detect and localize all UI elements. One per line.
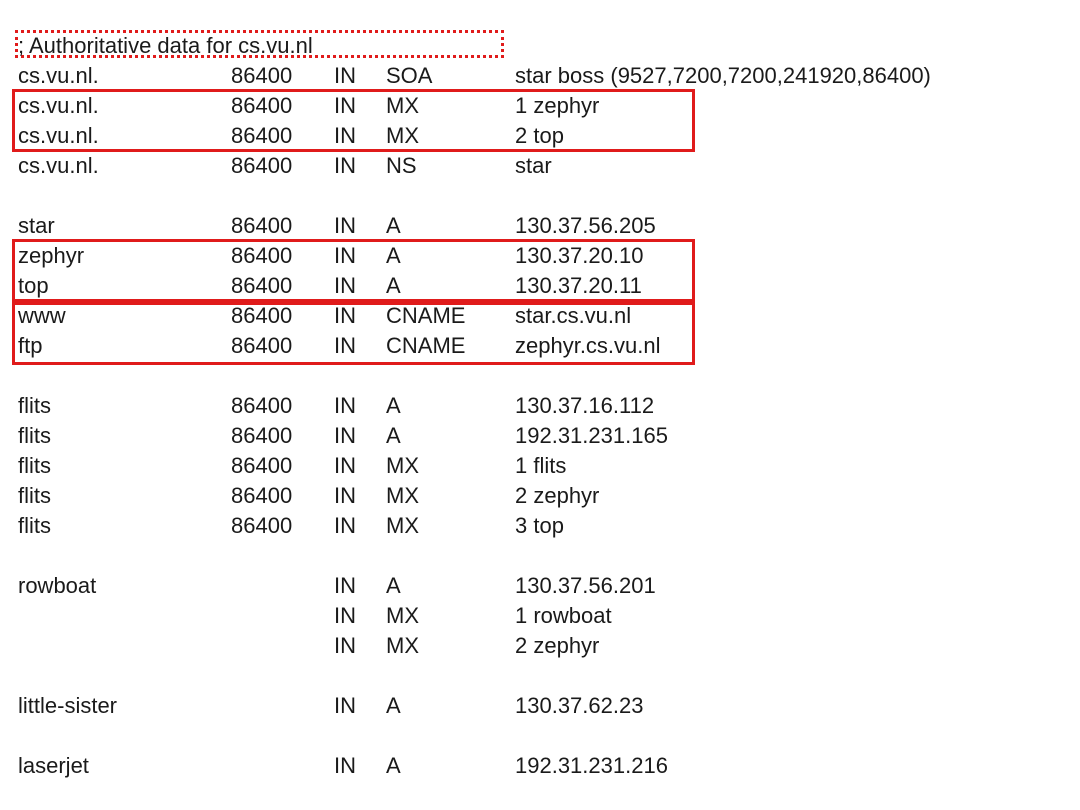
record-class: IN <box>334 573 356 598</box>
record-ttl: 86400 <box>231 393 293 418</box>
record-class: IN <box>334 93 356 118</box>
record-ttl: 86400 <box>231 123 293 148</box>
record-type: MX <box>386 123 419 148</box>
record-value: 130.37.20.11 <box>515 273 642 298</box>
record-value: 130.37.20.10 <box>515 243 644 268</box>
record-name: flits <box>18 453 51 478</box>
record-value: 130.37.16.112 <box>515 393 655 418</box>
record-class: IN <box>334 393 356 418</box>
record-class: IN <box>334 753 356 778</box>
record-type: A <box>386 243 401 268</box>
record-ttl: 86400 <box>231 483 293 508</box>
record-ttl: 86400 <box>231 273 293 298</box>
record-type: MX <box>386 633 419 658</box>
record-name: star <box>18 213 55 238</box>
record-type: CNAME <box>386 333 466 358</box>
record-ttl: 86400 <box>231 153 293 178</box>
record-ttl: 86400 <box>231 303 293 328</box>
record-ttl: 86400 <box>231 513 293 538</box>
record-name: top <box>18 273 49 298</box>
record-value: 3 top <box>515 513 564 538</box>
record-name: laserjet <box>18 753 89 778</box>
record-type: MX <box>386 93 419 118</box>
record-type: A <box>386 393 401 418</box>
record-name: cs.vu.nl. <box>18 63 99 88</box>
record-type: MX <box>386 603 419 628</box>
record-class: IN <box>334 333 356 358</box>
record-ttl: 86400 <box>231 333 293 358</box>
record-value: 2 top <box>515 123 564 148</box>
record-value: 1 rowboat <box>515 603 612 628</box>
record-class: IN <box>334 693 356 718</box>
record-value: 1 zephyr <box>515 93 600 118</box>
record-type: MX <box>386 483 419 508</box>
record-name: zephyr <box>18 243 85 268</box>
record-value: 192.31.231.216 <box>515 753 668 778</box>
record-name: cs.vu.nl. <box>18 93 99 118</box>
record-value: star <box>515 153 552 178</box>
record-value: 130.37.62.23 <box>515 693 644 718</box>
record-class: IN <box>334 213 356 238</box>
record-name: www <box>18 303 66 328</box>
record-class: IN <box>334 513 356 538</box>
record-value: 192.31.231.165 <box>515 423 668 448</box>
record-name: cs.vu.nl. <box>18 153 99 178</box>
record-class: IN <box>334 63 356 88</box>
record-value: 130.37.56.201 <box>515 573 656 598</box>
record-value: 1 flits <box>515 453 567 478</box>
record-value: 130.37.56.205 <box>515 213 656 238</box>
record-name: flits <box>18 483 51 508</box>
record-value: zephyr.cs.vu.nl <box>515 333 661 358</box>
record-type: A <box>386 213 401 238</box>
record-type: A <box>386 693 401 718</box>
record-name: cs.vu.nl. <box>18 123 99 148</box>
record-class: IN <box>334 273 356 298</box>
record-class: IN <box>334 303 356 328</box>
record-type: A <box>386 573 401 598</box>
record-ttl: 86400 <box>231 243 293 268</box>
record-ttl: 86400 <box>231 453 293 478</box>
record-ttl: 86400 <box>231 63 293 88</box>
record-type: A <box>386 273 401 298</box>
record-class: IN <box>334 453 356 478</box>
record-name: ftp <box>18 333 43 358</box>
zone-comment: ; Authoritative data for cs.vu.nl <box>18 33 313 58</box>
record-class: IN <box>334 423 356 448</box>
record-value: star boss (9527,7200,7200,241920,86400) <box>515 63 931 88</box>
record-name: rowboat <box>18 573 97 598</box>
record-type: SOA <box>386 63 433 88</box>
record-type: MX <box>386 453 419 478</box>
record-name: little-sister <box>18 693 118 718</box>
record-class: IN <box>334 603 356 628</box>
record-type: NS <box>386 153 417 178</box>
record-value: 2 zephyr <box>515 483 600 508</box>
record-name: flits <box>18 513 51 538</box>
record-value: 2 zephyr <box>515 633 600 658</box>
record-type: CNAME <box>386 303 466 328</box>
record-class: IN <box>334 153 356 178</box>
record-name: flits <box>18 393 51 418</box>
record-name: flits <box>18 423 51 448</box>
record-class: IN <box>334 483 356 508</box>
record-type: A <box>386 753 401 778</box>
record-class: IN <box>334 633 356 658</box>
record-type: MX <box>386 513 419 538</box>
record-ttl: 86400 <box>231 423 293 448</box>
record-class: IN <box>334 243 356 268</box>
record-ttl: 86400 <box>231 93 293 118</box>
record-class: IN <box>334 123 356 148</box>
record-type: A <box>386 423 401 448</box>
record-value: star.cs.vu.nl <box>515 303 632 328</box>
record-ttl: 86400 <box>231 213 293 238</box>
